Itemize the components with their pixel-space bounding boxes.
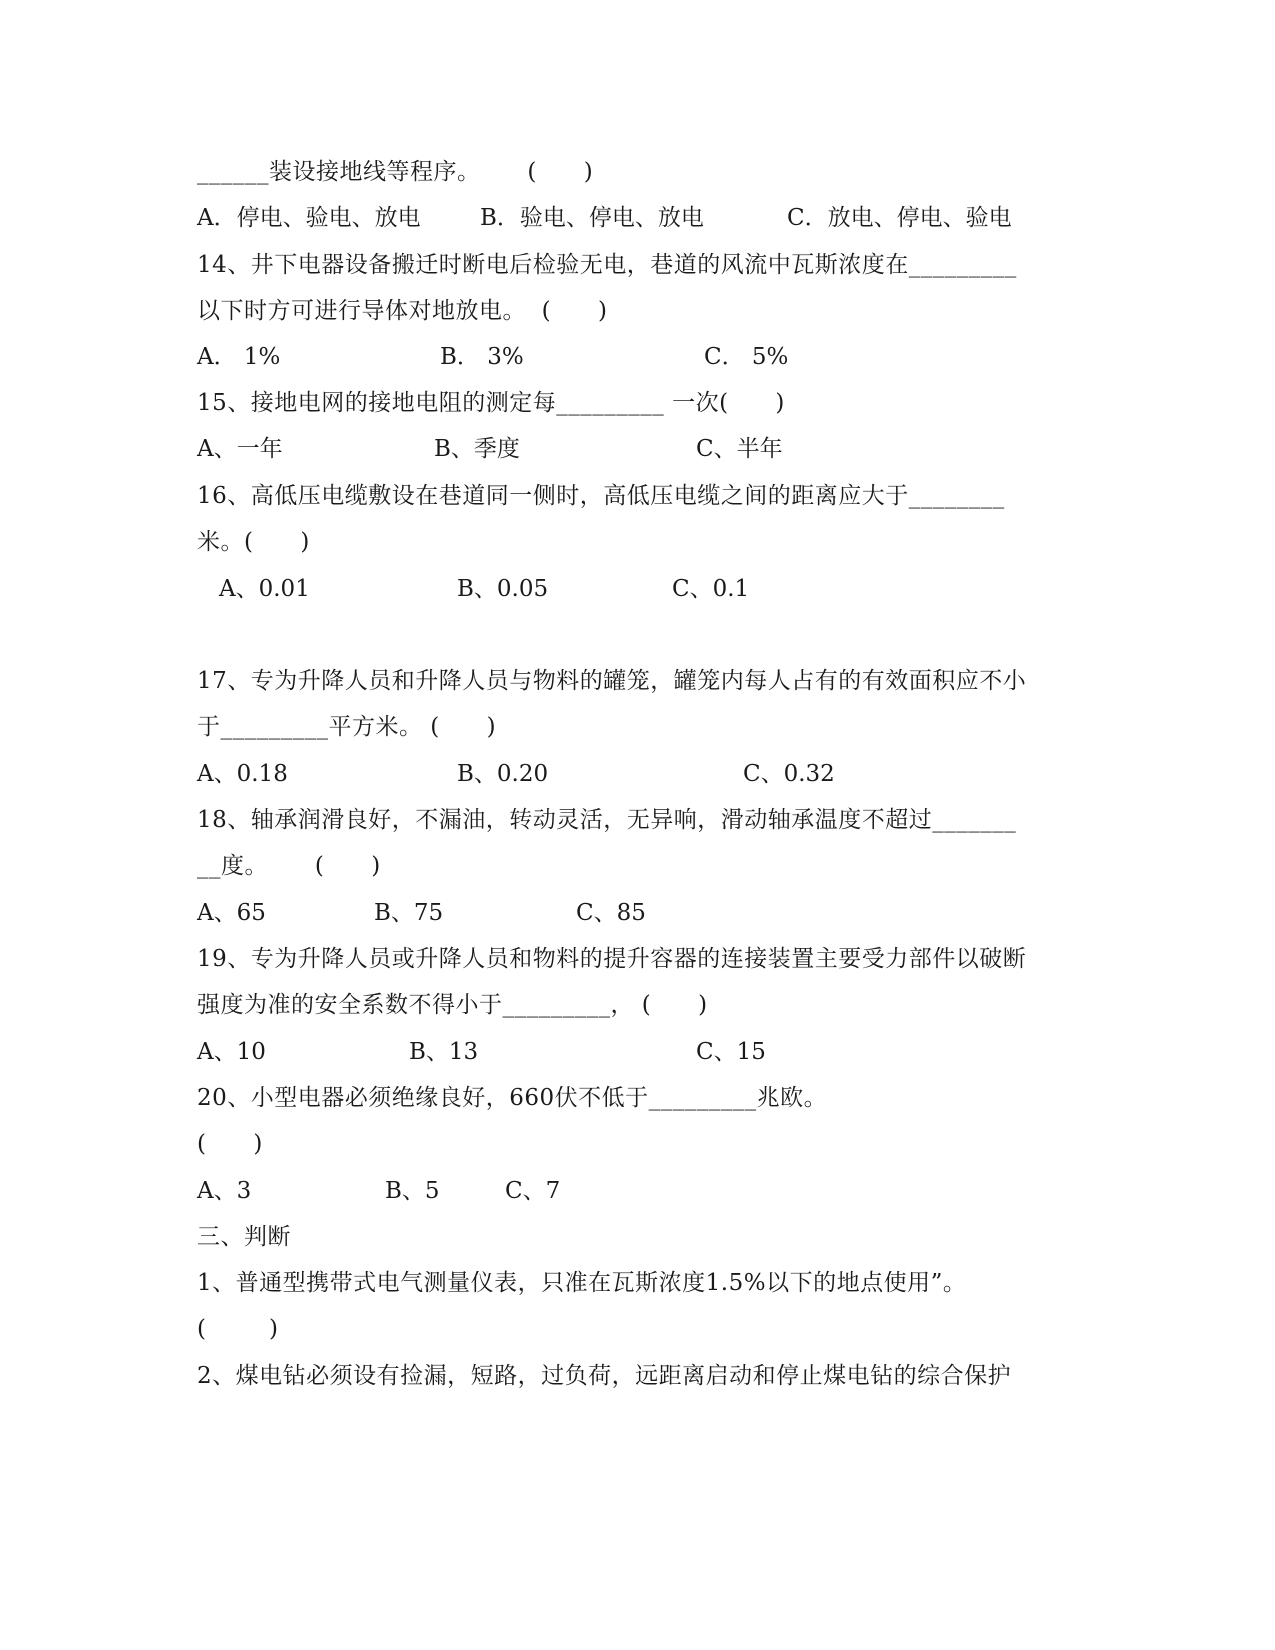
q15-text: 15、接地电网的接地电阻的测定每_________ 一次( ) <box>197 390 785 416</box>
q17-option-c: C、0.32 <box>743 761 835 787</box>
q15-option-b: B、季度 <box>434 436 520 462</box>
judge-q1-answer-paren: ( ) <box>197 1316 279 1342</box>
q17-text-line-1: 17、专为升降人员和升降人员与物料的罐笼，罐笼内每人占有的有效面积应不小 <box>197 668 1027 694</box>
q20-answer-paren: ( ) <box>197 1131 263 1157</box>
q14-text-line-1: 14、井下电器设备搬迁时断电后检验无电，巷道的风流中瓦斯浓度在_________ <box>197 252 1017 278</box>
q16-text-line-2: 米。( ) <box>197 529 310 555</box>
q18-option-b: B、75 <box>374 900 444 926</box>
q18-option-c: C、85 <box>576 900 646 926</box>
q14-options <box>197 342 789 372</box>
q20-option-a: A、3 <box>197 1178 252 1204</box>
q20-text: 20、小型电器必须绝缘良好，660伏不低于_________兆欧。 <box>197 1085 828 1111</box>
q18-text-line-1: 18、轴承润滑良好，不漏油，转动灵活，无异响，滑动轴承温度不超过_______ <box>197 807 1017 833</box>
q14-text-line-2: 以下时方可进行导体对地放电。 ( ) <box>197 298 608 324</box>
q18-option-a: A、65 <box>197 900 266 926</box>
q19-text-line-2: 强度为准的安全系数不得小于_________， ( ) <box>197 992 708 1018</box>
section-heading-judgement: 三、判断 <box>197 1224 291 1250</box>
q14-option-a: A． 1% <box>197 344 281 370</box>
q19-option-a: A、10 <box>197 1039 266 1065</box>
q18-text-line-2: __度。 ( ) <box>197 853 381 879</box>
q19-option-c: C、15 <box>696 1039 766 1065</box>
q14-option-b: B． 3% <box>440 344 524 370</box>
q13-option-a: A．停电、验电、放电 <box>197 205 421 231</box>
q18-options <box>197 898 646 928</box>
q16-options <box>197 574 750 604</box>
q16-option-c: C、0.1 <box>672 576 750 602</box>
q16-option-a: A、0.01 <box>219 576 310 602</box>
q17-options <box>197 759 835 789</box>
q17-option-b: B、0.20 <box>457 761 549 787</box>
q13-text-continued: ______装设接地线等程序。 ( ) <box>197 159 594 185</box>
q15-option-a: A、一年 <box>197 436 283 462</box>
q20-option-b: B、5 <box>385 1178 440 1204</box>
q19-options <box>197 1037 766 1067</box>
q17-option-a: A、0.18 <box>197 761 288 787</box>
q19-text-line-1: 19、专为升降人员或升降人员和物料的提升容器的连接装置主要受力部件以破断 <box>197 946 1027 972</box>
q20-option-c: C、7 <box>505 1178 561 1204</box>
q15-options <box>197 434 783 464</box>
q13-options <box>197 203 1012 233</box>
q19-option-b: B、13 <box>409 1039 479 1065</box>
q16-option-b: B、0.05 <box>457 576 549 602</box>
q13-option-b: B．验电、停电、放电 <box>480 205 704 231</box>
q13-option-c: C．放电、停电、验电 <box>787 205 1012 231</box>
judge-q2-text: 2、煤电钻必须设有捡漏，短路，过负荷，远距离启动和停止煤电钻的综合保护 <box>197 1363 1012 1389</box>
judge-q1-text: 1、普通型携带式电气测量仪表，只准在瓦斯浓度1.5%以下的地点使用”。 <box>197 1270 967 1296</box>
q20-options <box>197 1176 561 1206</box>
q17-text-line-2: 于_________平方米。 ( ) <box>197 714 497 740</box>
q16-text-line-1: 16、高低压电缆敷设在巷道同一侧时，高低压电缆之间的距离应大于________ <box>197 483 1005 509</box>
q15-option-c: C、半年 <box>696 436 783 462</box>
q14-option-c: C． 5% <box>704 344 789 370</box>
